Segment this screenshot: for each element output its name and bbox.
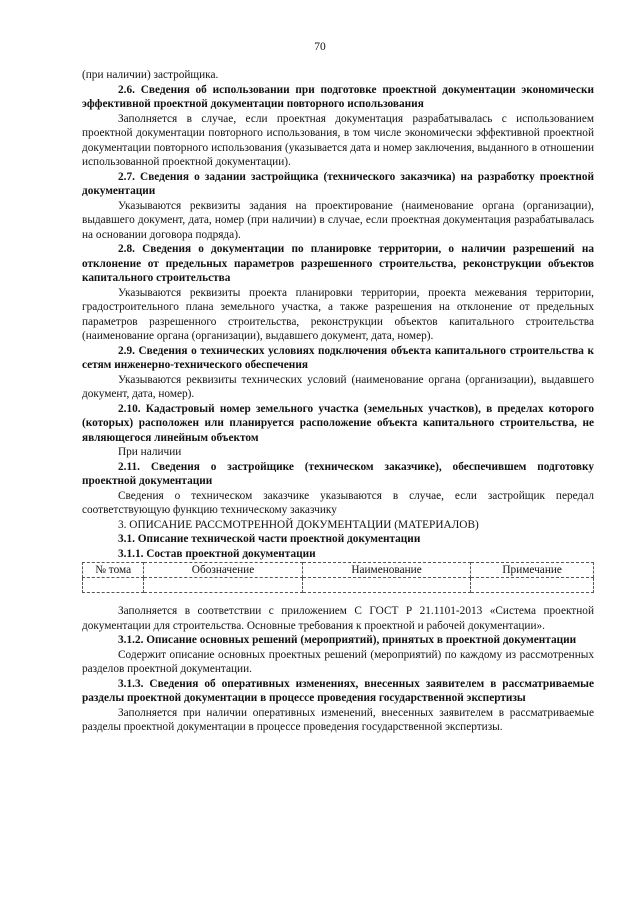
section-heading-3-1-1: 3.1.1. Состав проектной документации [118,547,316,560]
section-heading-2-9: 2.9. Сведения о технических условиях подключения объекта капитального строительства к сетям инженерно-технического обеспечения [82,344,594,371]
paragraph: Сведения о техническом заказчике указываются в случае, если застройщик передал соответствующую функцию техническому заказчику [82,489,594,516]
paragraph: Заполняется в соответствии с приложением С ГОСТ Р 21.1101-2013 «Система проектной документации для строительства. Основные требования к проектной и рабочей документации». [82,605,594,632]
paragraph: Указываются реквизиты задания на проектирование (наименование органа (организации), выдавшего документ, дата, номер (при наличии) в случае, если проектная документация разрабатывалась на основании договора подряда). [82,199,594,241]
paragraph: Содержит описание основных проектных решений (мероприятий) по каждому из рассмотренных разделов проектной документации. [82,648,594,675]
section-heading-2-7: 2.7. Сведения о задании застройщика (технического заказчика) на разработку проектной документации [82,170,594,197]
paragraph: (при наличии) застройщика. [82,69,219,81]
documentation-table [82,562,594,593]
section-heading-2-10: 2.10. Кадастровый номер земельного участка (земельных участков), в пределах которого (которых) расположен или планируется расположение объекта капитального строительства, не являющегося линейным объектом [82,402,594,444]
table-header-cell: № тома [83,563,144,578]
table-cell [144,578,302,593]
section-heading-2-6: 2.6. Сведения об использовании при подготовке проектной документации экономически эффективной проектной документации повторного использования [82,83,594,110]
table-cell [302,578,471,593]
section-heading-2-8: 2.8. Сведения о документации по планировке территории, о наличии разрешений на отклонение от предельных параметров разрешенного строительства, реконструкции объектов капитального строительства [82,243,594,284]
document-body [82,68,594,735]
table-header-cell: Примечание [471,563,594,578]
paragraph: При наличии [118,446,182,458]
paragraph: Заполняется в случае, если проектная документация разрабатывалась с использованием проектной документации повторного использования, в том числе экономически эффективной проектной документации повторного использования (указывается дата и номер заключения, выданного в отношении использованной проектной документации). [82,112,594,168]
table-cell [471,578,594,593]
table-header-row [83,563,594,578]
section-heading-3-1-2: 3.1.2. Описание основных решений (мероприятий), принятых в проектной документации [118,634,577,646]
section-heading-2-11: 2.11. Сведения о застройщике (техническом заказчике), обеспечившем подготовку проектной документации [82,460,594,487]
section-heading-3: 3. ОПИСАНИЕ РАССМОТРЕННОЙ ДОКУМЕНТАЦИИ (МАТЕРИАЛОВ) [118,518,479,531]
table-cell [83,578,144,593]
table-header-cell: Обозначение [144,563,302,578]
paragraph: Указываются реквизиты проекта планировки территории, проекта межевания территории, градостроительного плана земельного участка, а также разрешения на отклонение от предельных параметров разрешенного строительства, реконструкции объектов капитального строительства (наименование органа (организации), выдавшего документ, дата, номер). [82,286,594,342]
section-heading-3-1-3: 3.1.3. Сведения об оперативных изменениях, внесенных заявителем в рассматриваемые разделы проектной документации в процессе проведения государственной экспертизы [82,677,594,704]
table-header-cell: Наименование [302,563,471,578]
table-row [83,578,594,593]
paragraph: Указываются реквизиты технических условий (наименование органа (организации), выдавшего документ, дата, номер). [82,373,594,400]
paragraph: Заполняется при наличии оперативных изменений, внесенных заявителем в рассматриваемые разделы проектной документации в процессе проведения государственной экспертизы. [82,706,594,733]
page-number: 70 [314,41,326,53]
section-heading-3-1: 3.1. Описание технической части проектной документации [118,533,421,545]
